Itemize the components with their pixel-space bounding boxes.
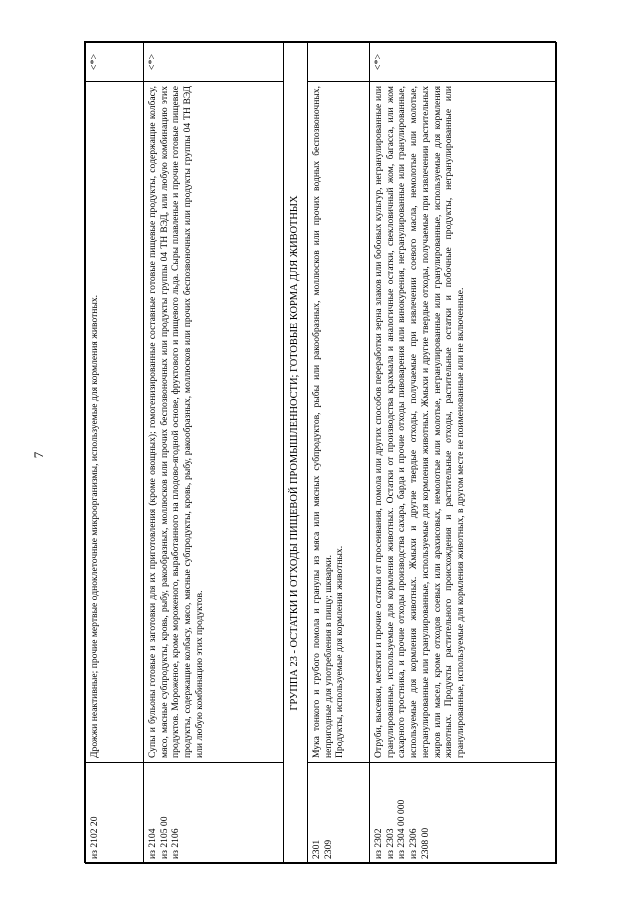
goods-table [85, 42, 557, 864]
description-text: Супы и бульоны готовые и заготовки для их приготовления (кроме овощных); гомогенизированные составные готовые пищевые продукты, содержащие колбасу, мясо, мясные субпродукты, кровь, рыбу, ракообразных, моллюсков или прочих беспозвоночных или продукты группы 04 ТН ВЭД, или любую комбинацию этих продуктов. Мороженое, кроме мороженого, выработанного на плодово-ягодной основе, фруктового и пищевого льда. Сыры плавленые и прочие готовые пищевые продукты, содержащие колбасу, мясо, мясные субпродукты, кровь, рыбу, ракообразных, моллюсков или прочих беспозвоночных или продукты группы 04 ТН ВЭД или любую комбинацию этих продуктов. [147, 86, 205, 758]
page-number: 7 [31, 451, 46, 459]
table-row [370, 43, 557, 864]
tn-ved-code: из 2302 [373, 828, 384, 859]
tn-ved-code: из 2304 00 000 [396, 799, 408, 859]
table-row [86, 43, 144, 864]
tn-ved-code: из 2306 [408, 828, 420, 859]
mark-cell [308, 43, 370, 82]
mark-cell: <*> [144, 43, 284, 82]
description-cell [86, 82, 144, 763]
tn-ved-code: 2309 [322, 839, 334, 859]
tn-ved-code: 2308 00 [419, 827, 431, 859]
tn-ved-code: из 2105 00 [158, 816, 170, 859]
tn-ved-code: из 2106 [170, 828, 182, 859]
tn-ved-code: из 2303 [384, 828, 396, 859]
code-cell [370, 763, 557, 864]
description-text: Отруби, высевки, месятки и прочие остатки от просеивания, помола или других способов переработки зерна злаков или бобовых культур, негранулированные или гранулированные, используемые для кормления животных. Остатки от производства крахмала и аналогичные остатки, свекловичный жом, багасса, или жом сахарного тростника, и прочие отходы производства сахара, барда и прочие отходы пивоварения или винокурения, негранулированные или гранулированные, используемые для кормления животных. Жмыхи и другие твердые отходы, получаемые при извлечении соевого масла, немолотые или молотые, негранулированные или гранулированные, используемые для кормления животных. Жмыхи и другие твердые отходы, получаемые при извлечении растительных жиров или масел, кроме отходов соевых или арахисовых, немолотые или молотые, негранулированные или гранулированные, используемые для кормления животных. Продукты растительного происхождения и растительные отходы, растительные остатки и побочные продукты, негранулированные или гранулированные, используемые для кормления животных, в другом месте не поименованные или не включенные. [373, 86, 466, 758]
description-cell [308, 82, 370, 763]
table-row [308, 43, 370, 864]
tn-ved-code: из 2104 [147, 828, 158, 859]
description-cell [144, 82, 284, 763]
description-cell [370, 82, 557, 763]
group-header-row [284, 43, 308, 864]
table-frame [84, 41, 556, 863]
tn-ved-code: из 2102 20 [89, 816, 100, 859]
code-cell [308, 763, 370, 864]
code-cell [86, 763, 144, 864]
rotated-table-container [85, 42, 557, 864]
description-text: Дрожжи неактивные; прочие мертвые одноклеточные микроорганизмы, используемые для кормления животных. [89, 294, 100, 758]
mark-cell: <*> [86, 43, 144, 82]
group-title: ГРУППА 23 - ОСТАТКИ И ОТХОДЫ ПИЩЕВОЙ ПРОМЫШЛЕННОСТИ; ГОТОВЫЕ КОРМА ДЛЯ ЖИВОТНЫХ [284, 43, 308, 864]
tn-ved-code: 2301 [311, 839, 322, 859]
description-text: Продукты, используемые для кормления животных. [334, 545, 346, 758]
table-row [144, 43, 284, 864]
mark-cell: <*> [370, 43, 557, 82]
description-text: Мука тонкого и грубого помола и гранулы из мяса или мясных субпродуктов, рыбы или ракообразных, моллюсков или прочих водных беспозвоночных, непригодные для употребления в пищу; шкварки. [311, 86, 334, 758]
code-cell [144, 763, 284, 864]
